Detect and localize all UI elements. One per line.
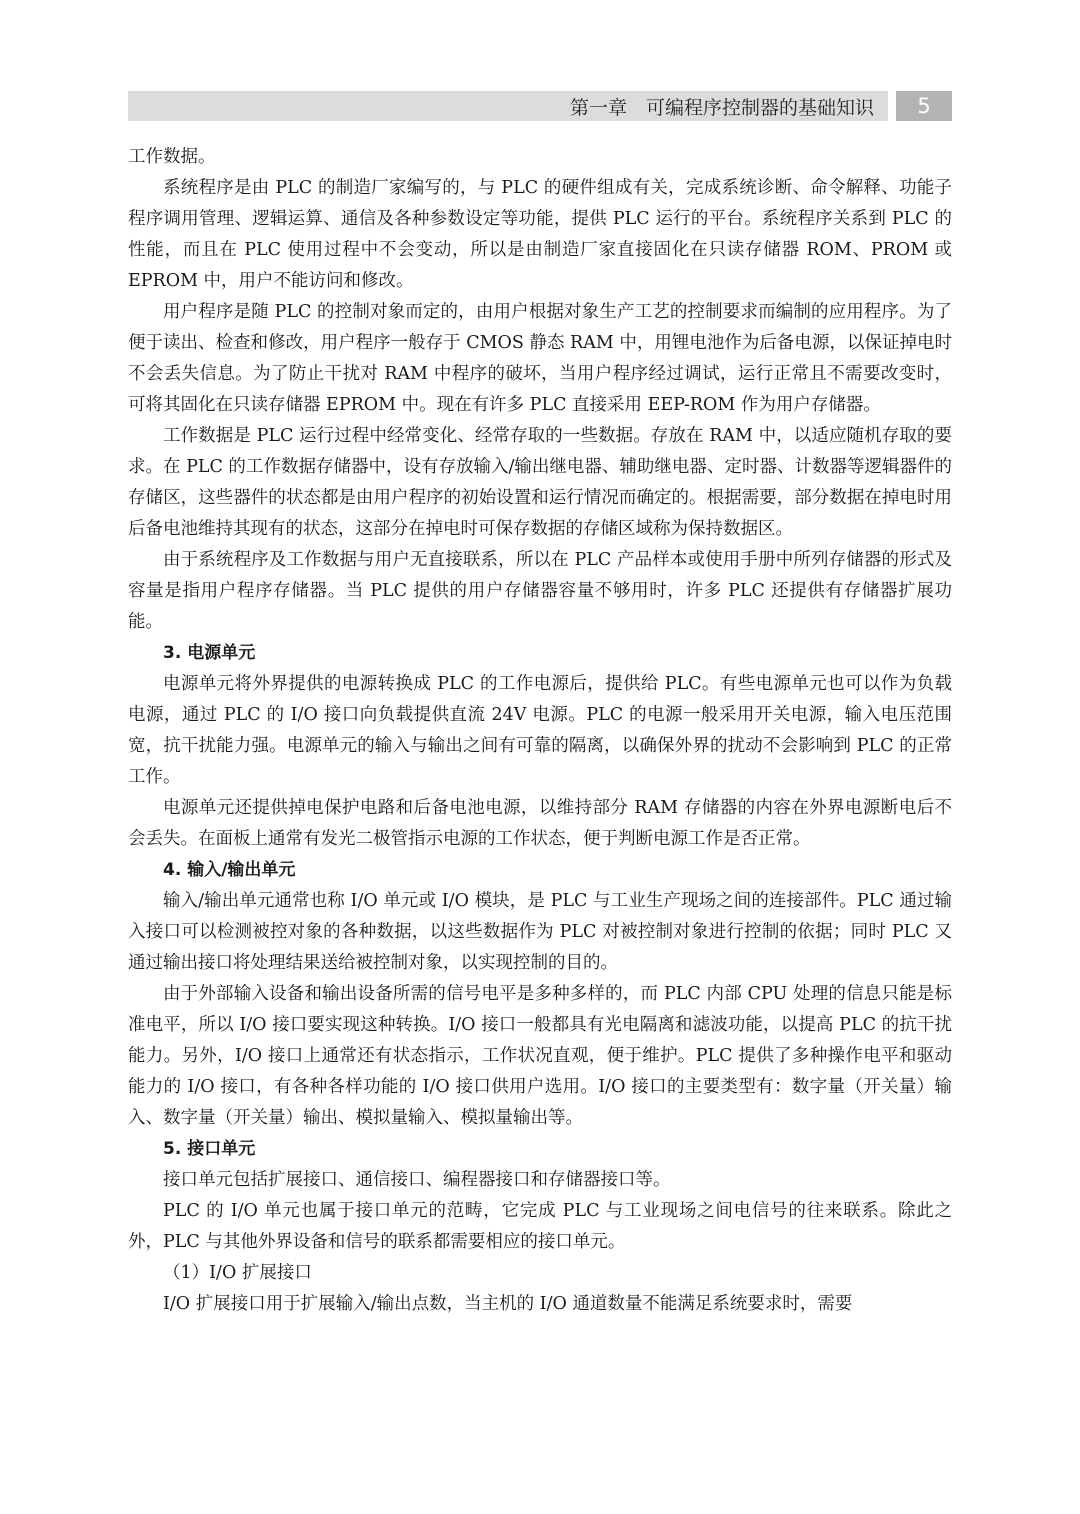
- page-number: 5: [896, 91, 952, 121]
- page-header: [128, 91, 952, 121]
- paragraph: 电源单元还提供掉电保护电路和后备电池电源，以维持部分 RAM 存储器的内容在外界电源断电后不会丢失。在面板上通常有发光二极管指示电源的工作状态，便于判断电源工作是否正常。: [128, 798, 952, 849]
- paragraph: I/O 扩展接口用于扩展输入/输出点数，当主机的 I/O 通道数量不能满足系统要求时，需要: [163, 1294, 853, 1314]
- subsection-heading-io-expansion: （1）I/O 扩展接口: [163, 1263, 312, 1283]
- paragraph: 输入/输出单元通常也称 I/O 单元或 I/O 模块，是 PLC 与工业生产现场之间的连接部件。PLC 通过输入接口可以检测被控对象的各种数据，以这些数据作为 PLC 对被控制对象进行控制的依据；同时 PLC 又通过输出接口将处理结果送给被控制对象，以实现控制的目的。: [128, 891, 952, 973]
- page-body: [128, 142, 952, 1320]
- paragraph: 电源单元将外界提供的电源转换成 PLC 的工作电源后，提供给 PLC。有些电源单元也可以作为负载电源，通过 PLC 的 I/O 接口向负载提供直流 24V 电源。PLC 的电源一般采用开关电源，输入电压范围宽，抗干扰能力强。电源单元的输入与输出之间有可靠的隔离，以确保外界的扰动不会影响到 PLC 的正常工作。: [128, 674, 952, 787]
- section-heading-power-unit: 3. 电源单元: [163, 643, 256, 663]
- paragraph: 系统程序是由 PLC 的制造厂家编写的，与 PLC 的硬件组成有关，完成系统诊断、命令解释、功能子程序调用管理、逻辑运算、通信及各种参数设定等功能，提供 PLC 运行的平台。系统程序关系到 PLC 的性能，而且在 PLC 使用过程中不会变动，所以是由制造厂家直接固化在只读存储器 ROM、PROM 或 EPROM 中，用户不能访问和修改。: [128, 178, 952, 291]
- section-heading-interface-unit: 5. 接口单元: [163, 1139, 256, 1159]
- header-bar: [128, 91, 888, 121]
- paragraph: 工作数据是 PLC 运行过程中经常变化、经常存取的一些数据。存放在 RAM 中，以适应随机存取的要求。在 PLC 的工作数据存储器中，设有存放输入/输出继电器、辅助继电器、定时器、计数器等逻辑器件的存储区，这些器件的状态都是由用户程序的初始设置和运行情况而确定的。根据需要，部分数据在掉电时用后备电池维持其现有的状态，这部分在掉电时可保存数据的存储区域称为保持数据区。: [128, 426, 952, 539]
- paragraph: 由于系统程序及工作数据与用户无直接联系，所以在 PLC 产品样本或使用手册中所列存储器的形式及容量是指用户程序存储器。当 PLC 提供的用户存储器容量不够用时，许多 PLC 还提供有存储器扩展功能。: [128, 550, 952, 632]
- paragraph: 用户程序是随 PLC 的控制对象而定的，由用户根据对象生产工艺的控制要求而编制的应用程序。为了便于读出、检查和修改，用户程序一般存于 CMOS 静态 RAM 中，用锂电池作为后备电源，以保证掉电时不会丢失信息。为了防止干扰对 RAM 中程序的破坏，当用户程序经过调试，运行正常且不需要改变时，可将其固化在只读存储器 EPROM 中。现在有许多 PLC 直接采用 EEP-ROM 作为用户存储器。: [128, 302, 952, 415]
- paragraph: PLC 的 I/O 单元也属于接口单元的范畴，它完成 PLC 与工业现场之间电信号的往来联系。除此之外，PLC 与其他外界设备和信号的联系都需要相应的接口单元。: [128, 1201, 952, 1252]
- paragraph: 由于外部输入设备和输出设备所需的信号电平是多种多样的，而 PLC 内部 CPU 处理的信息只能是标准电平，所以 I/O 接口要实现这种转换。I/O 接口一般都具有光电隔离和滤波功能，以提高 PLC 的抗干扰能力。另外，I/O 接口上通常还有状态指示，工作状况直观，便于维护。PLC 提供了多种操作电平和驱动能力的 I/O 接口，有各种各样功能的 I/O 接口供用户选用。I/O 接口的主要类型有：数字量（开关量）输入、数字量（开关量）输出、模拟量输入、模拟量输出等。: [128, 984, 952, 1128]
- paragraph: 接口单元包括扩展接口、通信接口、编程器接口和存储器接口等。: [163, 1170, 671, 1190]
- paragraph: 工作数据。: [128, 147, 216, 167]
- header-divider: [888, 91, 896, 121]
- section-heading-io-unit: 4. 输入/输出单元: [163, 860, 296, 880]
- chapter-title: 第一章 可编程序控制器的基础知识: [569, 96, 874, 119]
